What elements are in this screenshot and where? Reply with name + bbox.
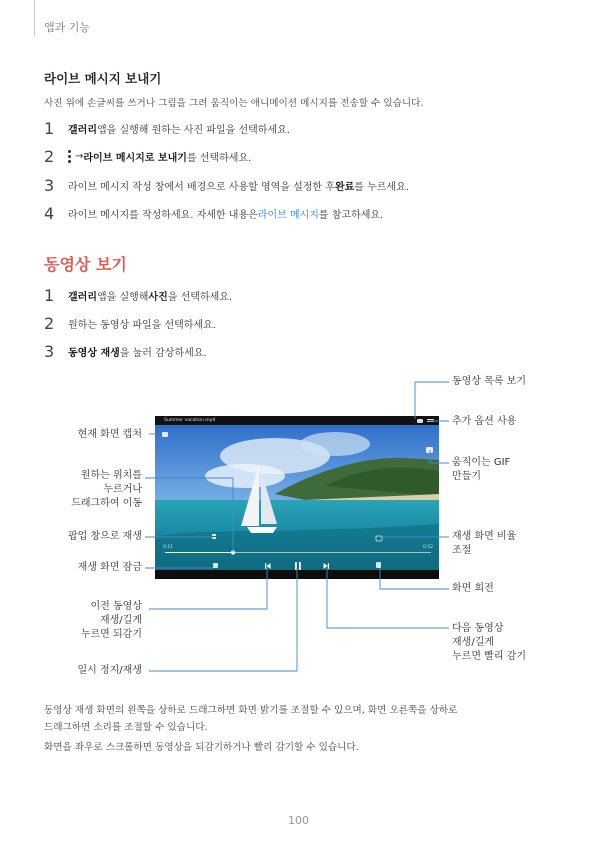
step-number: 1 (44, 286, 55, 305)
video-title: Summer vacation.mp4 (164, 418, 216, 423)
step-text: 라이브 메시지 작성 창에서 배경으로 사용할 영역을 설정한 후 (68, 182, 335, 193)
leader-pause (149, 568, 297, 671)
step-text: 라이브 메시지를 작성하세요. 자세한 내용은 (68, 210, 258, 221)
callout-prev: 이전 동영상 재생/길게 누르면 되감기 (80, 601, 142, 640)
leader-rotate (380, 568, 449, 589)
callout-next: 다음 동영상 재생/길게 누르면 빨리 감기 (452, 623, 526, 662)
leader-next (327, 568, 449, 628)
elapsed-time: 0:11 (163, 545, 174, 550)
step-number: 2 (44, 147, 55, 166)
section-description: 사진 위에 손글씨를 쓰거나 그림을 그려 움직이는 애니메이션 메시지를 전송할 수 있습니다. (44, 98, 424, 109)
callout-popup: 팝업 창으로 재생 (68, 531, 142, 542)
bold-term: 갤러리 (68, 125, 97, 136)
bold-term: 라이브 메시지로 보내기 (83, 153, 187, 164)
page-number: 100 (288, 814, 309, 827)
step-text: 을 선택하세요. (167, 292, 233, 303)
section-title-live-message: 라이브 메시지 보내기 (44, 71, 162, 86)
callout-more: 추가 옵션 사용 (452, 416, 517, 427)
step-number: 2 (44, 314, 55, 333)
bold-term: 완료 (334, 182, 355, 193)
step-number: 4 (44, 204, 55, 223)
leader-list (415, 382, 449, 419)
callout-seek: 원하는 위치를 누르거나 드래그하여 이동 (71, 470, 142, 509)
step-text: 앱을 실행해 (96, 292, 149, 303)
callout-pause: 일시 정지/재생 (77, 665, 142, 676)
bold-term: 갤러리 (68, 292, 97, 303)
step-text: 를 선택하세요. (186, 153, 252, 164)
section-title-video: 동영상 보기 (44, 255, 127, 274)
note-line: 화면을 좌우로 스크롤하면 동영상을 되감기하거나 빨리 감기할 수 있습니다. (44, 742, 359, 753)
callout-capture: 현재 화면 캡처 (77, 429, 142, 440)
step-text: 을 눌러 감상하세요. (119, 348, 207, 359)
step-number: 3 (44, 176, 55, 195)
callout-gif: 움직이는 GIF 만들기 (452, 457, 511, 482)
callout-list: 동영상 목록 보기 (452, 376, 526, 387)
arrow-glyph: → (75, 151, 84, 162)
step-text: 를 참고하세요. (318, 210, 384, 221)
bold-term: 사진 (148, 292, 168, 303)
step-text: 를 누르세요. (354, 182, 409, 193)
chapter-label: 앱과 기능 (44, 21, 91, 34)
note-line: 동영상 재생 화면의 왼쪽을 상하로 드래그하면 화면 밝기를 조절할 수 있으며, 화면 오른쪽을 상하로 (44, 705, 458, 716)
callout-ratio: 재생 화면 비율 조절 (452, 531, 517, 556)
step-number: 1 (44, 119, 55, 138)
leader-seek (145, 478, 233, 552)
step-number: 3 (44, 342, 55, 361)
note-line: 드래그하면 소리를 조절할 수 있습니다. (44, 722, 208, 733)
bold-term: 동영상 재생 (68, 348, 120, 359)
callout-lock: 재생 화면 잠금 (77, 562, 142, 573)
total-time: 0:52 (423, 545, 434, 550)
step-text: 앱을 실행해 원하는 사진 파일을 선택하세요. (96, 125, 290, 136)
live-message-link[interactable]: 라이브 메시지 (257, 210, 319, 221)
callout-rotate: 화면 회전 (452, 583, 494, 594)
step-text: 원하는 동영상 파일을 선택하세요. (68, 320, 216, 331)
leader-gif (430, 450, 449, 463)
leader-prev (149, 568, 267, 609)
